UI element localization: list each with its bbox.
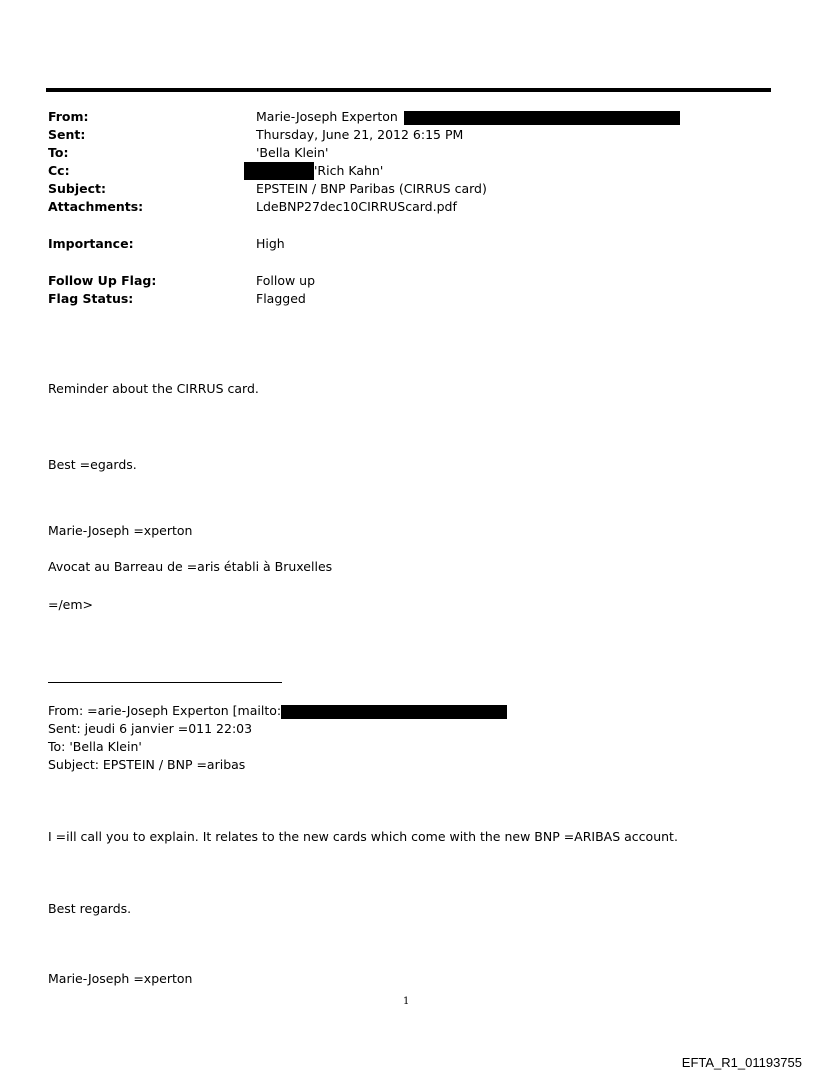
body-reminder: Reminder about the CIRRUS card.: [48, 381, 259, 396]
page-number: 1: [403, 996, 410, 1007]
flagstatus-value: Flagged: [256, 291, 306, 306]
flagstatus-label: Flag Status:: [48, 291, 134, 306]
cc-value: 'Rich Kahn': [314, 163, 384, 178]
sent-value: Thursday, June 21, 2012 6:15 PM: [256, 127, 464, 142]
attachment-file: LdeBNP27dec10CIRRUScard.pdf: [256, 199, 457, 214]
subject-label: Subject:: [48, 181, 106, 196]
to-label: To:: [48, 145, 69, 160]
redaction-bar: [404, 111, 680, 125]
body-em-tag: =/em>: [48, 597, 94, 612]
quoted-from-text: From: =arie-Joseph Experton [mailto:: [48, 703, 282, 718]
quoted-subject: Subject: EPSTEIN / BNP =aribas: [48, 757, 246, 772]
signature-name: Marie-Joseph =xperton: [48, 523, 193, 538]
body-regards: Best =egards.: [48, 457, 137, 472]
from-name: Marie-Joseph Experton: [256, 109, 398, 124]
quoted-to: To: 'Bella Klein': [48, 739, 142, 754]
header-top-rule: [46, 88, 771, 92]
subject-value: EPSTEIN / BNP Paribas (CIRRUS card): [256, 181, 487, 196]
from-label: From:: [48, 109, 89, 124]
quoted-sent: Sent: jeudi 6 janvier =011 22:03: [48, 721, 253, 736]
redaction-bar: [244, 162, 314, 180]
importance-value: High: [256, 236, 285, 251]
to-value: 'Bella Klein': [256, 145, 329, 160]
bates-number: EFTA_R1_01193755: [681, 1055, 802, 1070]
quoted-regards: Best regards.: [48, 901, 132, 916]
followup-label: Follow Up Flag:: [48, 273, 157, 288]
attachments-label: Attachments:: [48, 199, 144, 214]
quoted-separator: [48, 682, 282, 683]
followup-value: Follow up: [256, 273, 316, 288]
redaction-bar: [281, 705, 507, 719]
quoted-from: [48, 702, 507, 720]
cc-label: Cc:: [48, 163, 70, 178]
signature-title: Avocat au Barreau de =aris établi à Bruxelles: [48, 559, 333, 574]
quoted-signature-name: Marie-Joseph =xperton: [48, 971, 193, 986]
sent-label: Sent:: [48, 127, 86, 142]
importance-label: Importance:: [48, 236, 134, 251]
from-value: [256, 108, 680, 126]
quoted-message: I =ill call you to explain. It relates to the new cards which come with the new BNP =ARIBAS account.: [48, 829, 678, 844]
